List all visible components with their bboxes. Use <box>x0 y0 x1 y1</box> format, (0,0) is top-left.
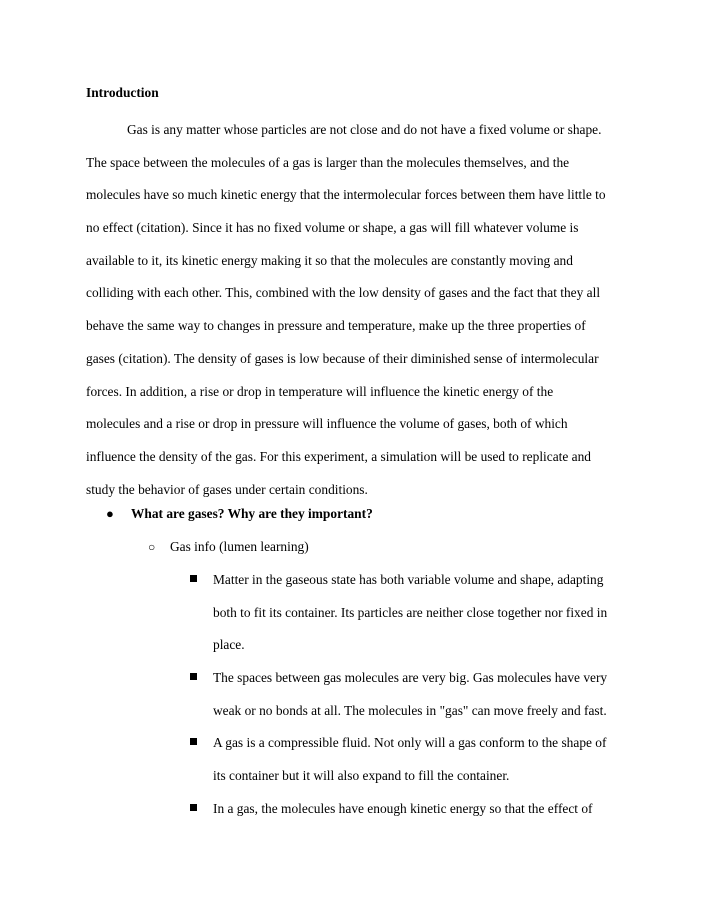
list-item-line: The spaces between gas molecules are very big. Gas molecules have very <box>213 670 608 686</box>
bullet-level2-text: Gas info (lumen learning) <box>170 539 309 554</box>
paragraph-line: study the behavior of gases under certain conditions. <box>86 481 368 497</box>
list-item <box>86 662 646 695</box>
list-item <box>86 498 646 531</box>
list-item-continuation <box>86 695 646 728</box>
list-item-line: both to fit its container. Its particles are neither close together nor fixed in <box>213 604 608 620</box>
list-item-line: weak or no bonds at all. The molecules in "gas" can move freely and fast. <box>213 702 607 718</box>
paragraph-line: colliding with each other. This, combined with the low density of gases and the fact that they all <box>86 285 601 301</box>
list-item-continuation <box>86 597 646 630</box>
paragraph-line: behave the same way to changes in pressure and temperature, make up the three properties of <box>86 318 586 334</box>
list-item-continuation <box>86 629 646 662</box>
square-bullet-icon <box>190 738 197 745</box>
list-item <box>86 727 646 760</box>
paragraph-line: The space between the molecules of a gas is larger than the molecules themselves, and the <box>86 154 570 170</box>
square-bullet-icon <box>190 673 197 680</box>
paragraph-line: Gas is any matter whose particles are not close and do not have a fixed volume or shape. <box>127 122 602 137</box>
list-item-line: In a gas, the molecules have enough kinetic energy so that the effect of <box>213 800 593 816</box>
square-bullet-icon <box>190 575 197 582</box>
paragraph-line: forces. In addition, a rise or drop in temperature will influence the kinetic energy of the <box>86 383 554 399</box>
hollow-circle-bullet-icon: ○ <box>148 540 156 554</box>
list-item-line: A gas is a compressible fluid. Not only will a gas conform to the shape of <box>213 735 607 751</box>
paragraph-line: no effect (citation). Since it has no fixed volume or shape, a gas will fill whatever volume is <box>86 220 579 236</box>
list-item <box>86 793 646 826</box>
list-item-line: its container but it will also expand to fill the container. <box>213 768 510 784</box>
bullet-level1-text: What are gases? Why are they important? <box>131 506 373 521</box>
paragraph-line: gases (citation). The density of gases is low because of their diminished sense of intermolecular <box>86 350 599 366</box>
filled-circle-bullet-icon: ● <box>106 506 114 521</box>
intro-paragraph <box>86 114 646 506</box>
bullet-level1 <box>86 498 646 531</box>
paragraph-line: influence the density of the gas. For this experiment, a simulation will be used to replicate and <box>86 448 591 464</box>
paragraph-line: available to it, its kinetic energy making it so that the molecules are constantly moving and <box>86 252 573 268</box>
section-heading: Introduction <box>86 85 159 100</box>
list-item-line: place. <box>213 637 245 653</box>
list-item <box>86 564 646 597</box>
list-item <box>86 531 646 564</box>
list-item-line: Matter in the gaseous state has both variable volume and shape, adapting <box>213 572 604 587</box>
paragraph-line: molecules have so much kinetic energy that the intermolecular forces between them have little to <box>86 187 606 203</box>
bullet-level2 <box>86 531 646 564</box>
paragraph-line: molecules and a rise or drop in pressure will influence the volume of gases, both of which <box>86 416 568 432</box>
list-item-continuation <box>86 760 646 793</box>
square-bullet-icon <box>190 804 197 811</box>
bullet-level3-list <box>86 564 646 826</box>
